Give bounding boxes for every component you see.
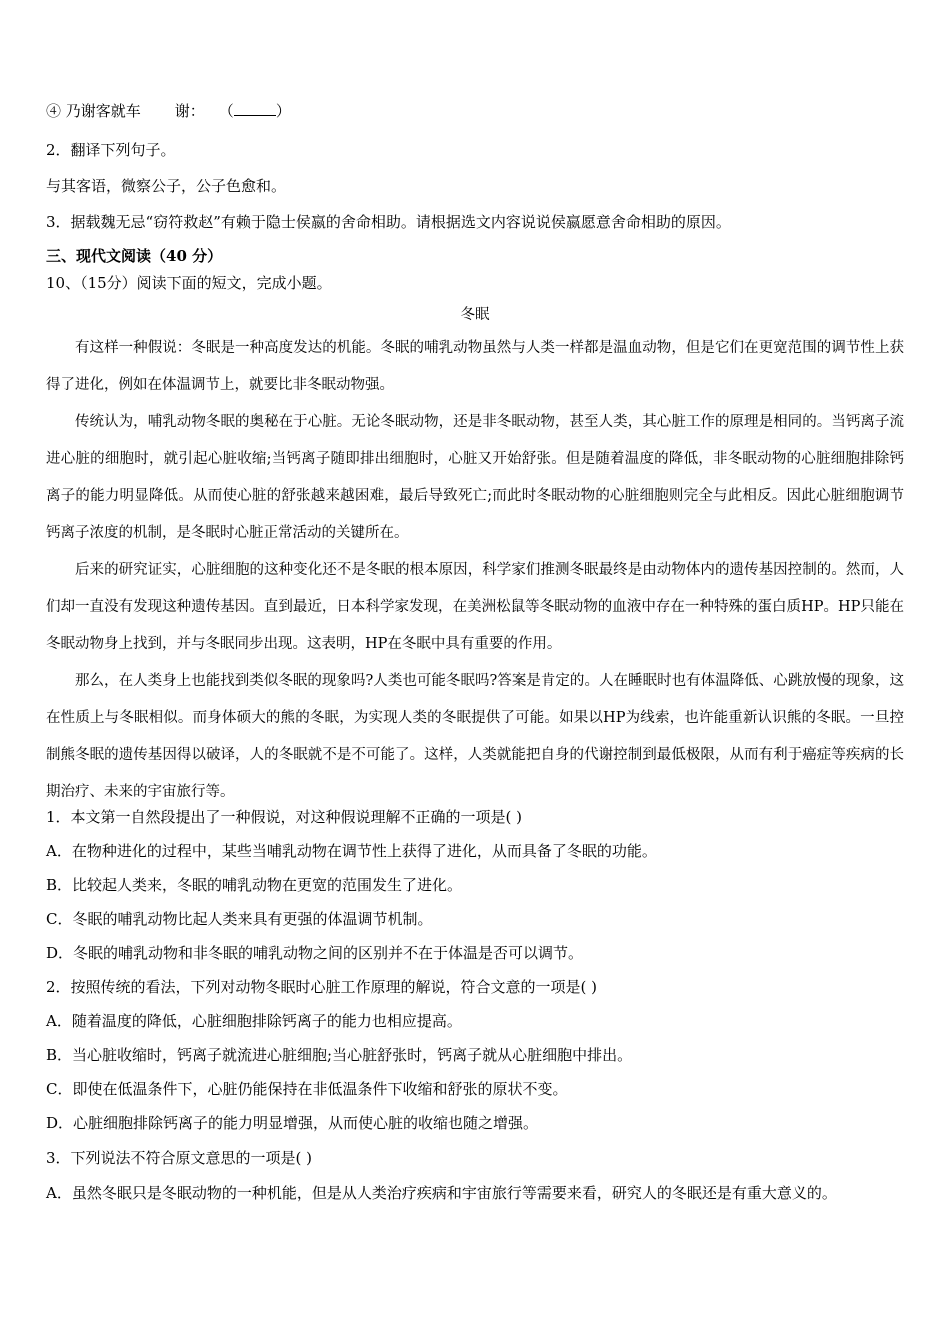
q10-intro: 10、（15分）阅读下面的短文，完成小题。: [46, 274, 332, 292]
passage-paragraph: 后来的研究证实，心脏细胞的这种变化还不是冬眠的根本原因，科学家们推测冬眠最终是由动物体内的遗传基因控制的。然而，人们却一直没有发现这种遗传基因。直到最近，日本科学家发现，在美洲松鼠等冬眠动物的血液中存在一种特殊的蛋白质HP。HP只能在冬眠动物身上找到，并与冬眠同步出现。这表明，HP在冬眠中具有重要的作用。: [46, 562, 904, 652]
q2-option-b: B．当心脏收缩时，钙离子就流进心脏细胞;当心脏舒张时，钙离子就从心脏细胞中排出。: [46, 1046, 633, 1064]
q1-stem: 1．本文第一自然段提出了一种假说，对这种假说理解不正确的一项是( ): [46, 808, 523, 826]
q9-sentence: 与其客语，微察公子，公子色愈和。: [46, 177, 287, 195]
q9-item-4-label: ④ 乃谢客就车: [46, 102, 141, 120]
q3-option-a: A．虽然冬眠只是冬眠动物的一种机能，但是从人类治疗疾病和宇宙旅行等需要来看，研究人的冬眠还是有重大意义的。: [46, 1184, 837, 1202]
passage-paragraph: 有这样一种假说：冬眠是一种高度发达的机能。冬眠的哺乳动物虽然与人类一样都是温血动物，但是它们在更宽范围的调节性上获得了进化，例如在体温调节上，就要比非冬眠动物强。: [46, 340, 904, 393]
q3-stem: 3．下列说法不符合原文意思的一项是( ): [46, 1149, 313, 1167]
answer-blank[interactable]: [234, 101, 276, 116]
q1-option-b: B．比较起人类来，冬眠的哺乳动物在更宽的范围发生了进化。: [46, 876, 463, 894]
passage-paragraph: 传统认为，哺乳动物冬眠的奥秘在于心脏。无论冬眠动物，还是非冬眠动物，甚至人类，其心脏工作的原理是相同的。当钙离子流进心脏的细胞时，就引起心脏收缩;当钙离子随即排出细胞时，心脏又开始舒张。但是随着温度的降低，非冬眠动物的心脏细胞排除钙离子的能力明显降低。从而使心脏的舒张越来越困难，最后导致死亡;而此时冬眠动物的心脏细胞则完全与此相反。因此心脏细胞调节钙离子浓度的机制，是冬眠时心脏正常活动的关键所在。: [46, 414, 904, 541]
q9-question-3: 3．据载魏无忌“窃符救赵”有赖于隐士侯嬴的舍命相助。请根据选文内容说说侯嬴愿意舍命相助的原因。: [46, 213, 731, 231]
q9-question-2: 2．翻译下列句子。: [46, 141, 176, 159]
q9-item-4: ④ 乃谢客就车 谢： （ ）: [46, 102, 291, 120]
q2-option-a: A．随着温度的降低，心脏细胞排除钙离子的能力也相应提高。: [46, 1012, 462, 1030]
q9-item-4-word: 谢：: [174, 102, 205, 120]
passage-title: 冬眠: [460, 307, 490, 323]
section-title: 三、现代文阅读（40 分）: [46, 247, 223, 265]
q2-stem: 2．按照传统的看法，下列对动物冬眠时心脏工作原理的解说，符合文意的一项是( ): [46, 978, 598, 996]
q2-option-c: C．即使在低温条件下，心脏仍能保持在非低温条件下收缩和舒张的原状不变。: [46, 1080, 568, 1098]
q1-option-d: D．冬眠的哺乳动物和非冬眠的哺乳动物之间的区别并不在于体温是否可以调节。: [46, 944, 584, 962]
q1-option-a: A．在物种进化的过程中，某些当哺乳动物在调节性上获得了进化，从而具备了冬眠的功能。: [46, 842, 657, 860]
q2-option-d: D．心脏细胞排除钙离子的能力明显增强，从而使心脏的收缩也随之增强。: [46, 1114, 539, 1132]
q1-option-c: C．冬眠的哺乳动物比起人类来具有更强的体温调节机制。: [46, 910, 433, 928]
passage-paragraph: 那么，在人类身上也能找到类似冬眠的现象吗?人类也可能冬眠吗?答案是肯定的。人在睡眠时也有体温降低、心跳放慢的现象，这在性质上与冬眠相似。而身体硕大的熊的冬眠，为实现人类的冬眠提供了可能。如果以HP为线索，也许能重新认识熊的冬眠。一旦控制熊冬眠的遗传基因得以破译，人的冬眠就不是不可能了。这样，人类就能把自身的代谢控制到最低极限，从而有利于癌症等疾病的长期治疗、未来的宇宙旅行等。: [46, 673, 904, 800]
